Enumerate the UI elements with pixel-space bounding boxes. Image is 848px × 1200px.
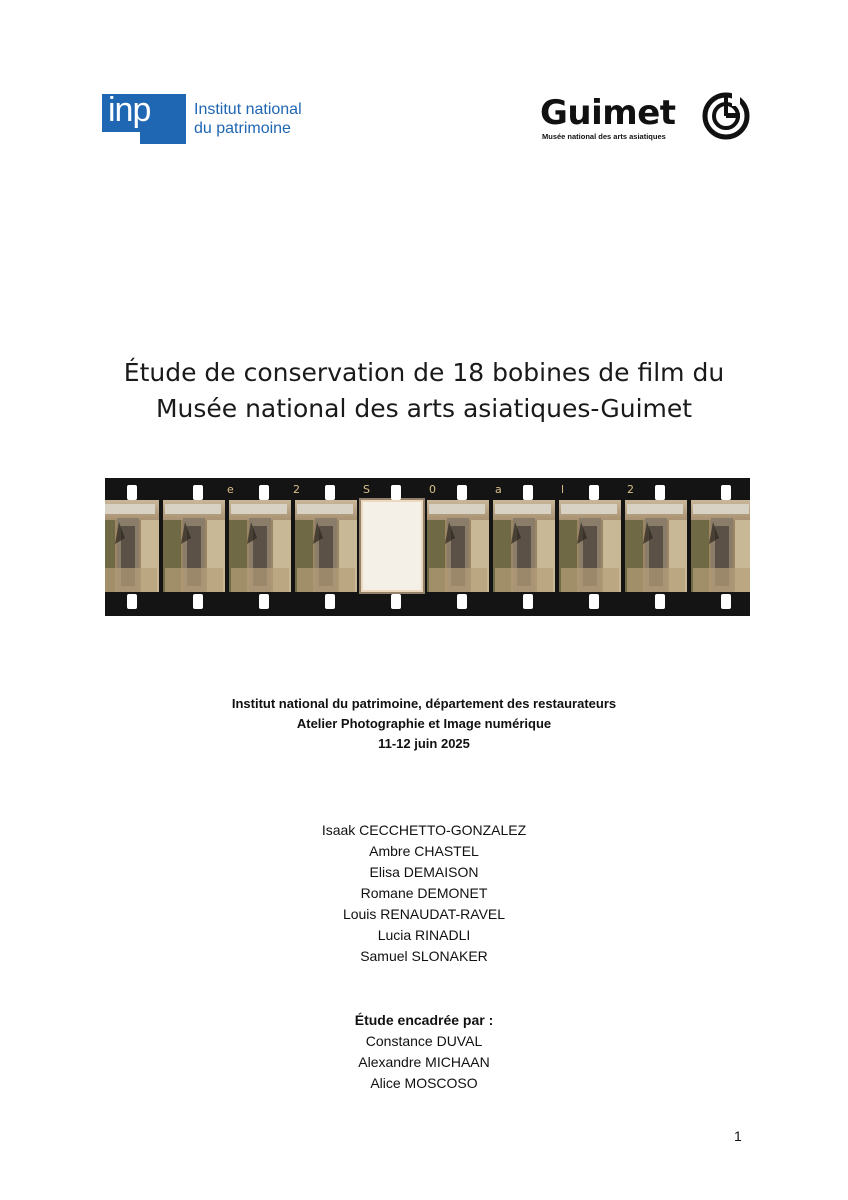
guimet-logo-word: Guimet	[540, 93, 676, 133]
film-frame	[625, 500, 687, 592]
film-frame	[295, 500, 357, 592]
film-perforation	[193, 594, 203, 609]
guimet-logo	[540, 92, 752, 144]
document-title-line2: Musée national des arts asiatiques-Guimet	[155, 393, 693, 423]
document-title	[40, 355, 808, 427]
film-frame	[361, 500, 423, 592]
document-title-line1: Étude de conservation de 18 bobines de film du	[123, 357, 725, 387]
inp-logo-box	[102, 91, 186, 132]
author-item: Samuel SLONAKER	[360, 948, 488, 964]
film-perforation	[655, 485, 665, 500]
film-perforation	[127, 594, 137, 609]
inp-logo-name	[194, 100, 302, 138]
guimet-logo-subtitle: Musée national des arts asiatiques	[542, 132, 666, 141]
atelier-line: Atelier Photographie et Image numérique	[296, 716, 552, 731]
film-perforation	[721, 594, 731, 609]
film-perforation	[127, 485, 137, 500]
supervisor-item: Alexandre MICHAAN	[358, 1054, 490, 1070]
inp-logo-abbr: inp	[108, 91, 151, 129]
film-frame	[229, 500, 291, 592]
inp-logo-name-line1: Institut national	[194, 101, 302, 118]
film-perforation	[523, 485, 533, 500]
author-item: Lucia RINADLI	[377, 927, 471, 943]
inp-logo-name-line2: du patrimoine	[194, 120, 291, 137]
film-perforation	[325, 485, 335, 500]
supervision-block	[40, 1010, 808, 1094]
film-perforation	[457, 485, 467, 500]
film-perforation	[589, 594, 599, 609]
film-edge-marking: S	[363, 483, 370, 496]
film-perforation	[655, 594, 665, 609]
film-frame	[559, 500, 621, 592]
film-perforation	[457, 594, 467, 609]
supervisors-list	[40, 1031, 808, 1094]
film-edge-marking: l	[561, 483, 565, 496]
inp-logo	[102, 91, 342, 144]
guimet-emblem-icon	[702, 92, 750, 140]
page-number: 1	[734, 1128, 742, 1144]
authors-list	[40, 820, 808, 967]
supervision-label: Étude encadrée par :	[354, 1012, 494, 1028]
film-frame	[163, 500, 225, 592]
author-item: Isaak CECCHETTO-GONZALEZ	[321, 822, 527, 838]
institution-line: Institut national du patrimoine, département des restaurateurs	[231, 696, 617, 711]
institution-block	[40, 694, 808, 754]
film-frame	[427, 500, 489, 592]
film-edge-marking: e	[227, 483, 234, 496]
author-item: Romane DEMONET	[360, 885, 488, 901]
film-frame	[691, 500, 750, 592]
film-perforation	[523, 594, 533, 609]
film-frame	[105, 500, 159, 592]
film-perforation	[721, 485, 731, 500]
film-edge-marking: 2	[627, 483, 634, 496]
film-edge-marking: 2	[293, 483, 300, 496]
film-perforation	[259, 594, 269, 609]
film-strip-image	[105, 478, 750, 616]
inp-logo-tab	[140, 132, 186, 144]
date-line: 11-12 juin 2025	[378, 736, 470, 751]
author-item: Louis RENAUDAT-RAVEL	[342, 906, 506, 922]
film-perforation	[391, 485, 401, 500]
supervisor-item: Alice MOSCOSO	[370, 1075, 478, 1091]
author-item: Ambre CHASTEL	[369, 843, 479, 859]
film-edge-marking: 0	[429, 483, 436, 496]
film-frames	[105, 500, 750, 592]
supervisor-item: Constance DUVAL	[365, 1033, 483, 1049]
film-perforation	[391, 594, 401, 609]
film-frame	[493, 500, 555, 592]
film-perforation	[193, 485, 203, 500]
film-perforation	[325, 594, 335, 609]
author-item: Elisa DEMAISON	[369, 864, 479, 880]
film-perforation	[589, 485, 599, 500]
film-perforation	[259, 485, 269, 500]
film-edge-marking: a	[495, 483, 502, 496]
